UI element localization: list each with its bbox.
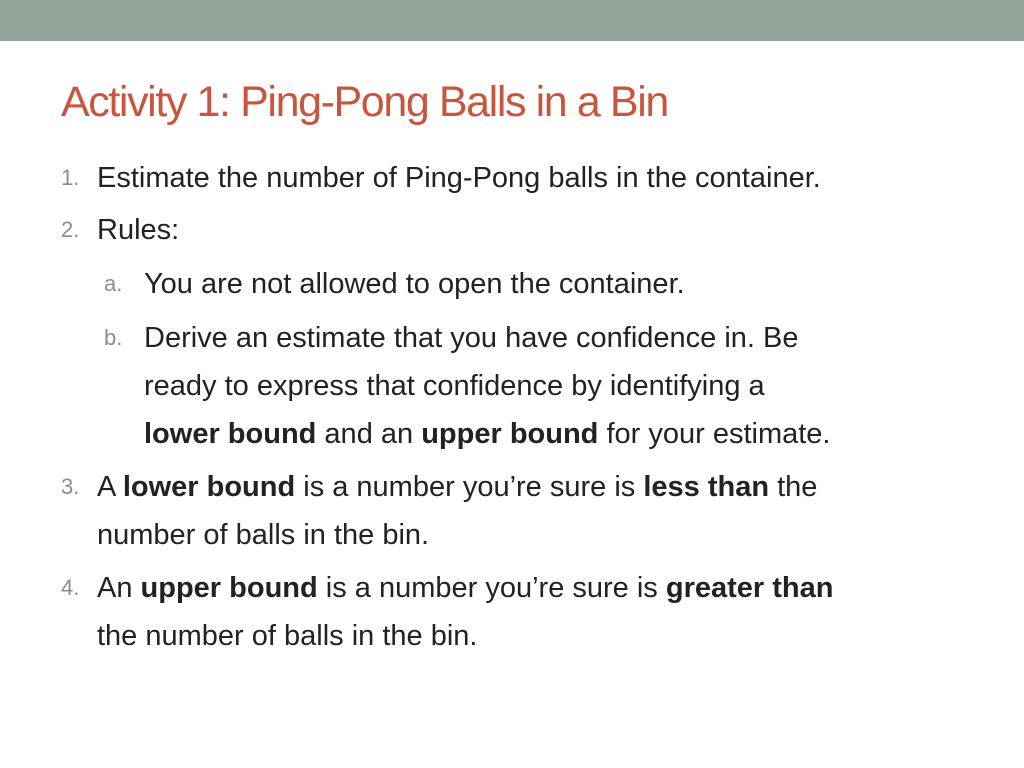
list-item-4 bbox=[61, 564, 1001, 660]
list-marker-1: 1. bbox=[61, 165, 80, 190]
term-less-than: less than bbox=[643, 471, 770, 503]
sub-item-b-line-2: ready to express that confidence by identifying a bbox=[144, 370, 765, 402]
list-item-2 bbox=[61, 206, 1001, 254]
list-marker-3: 3. bbox=[61, 474, 80, 499]
list-item-3-line-1 bbox=[97, 463, 817, 511]
term-lower-bound: lower bound bbox=[144, 418, 317, 450]
term-upper-bound: upper bound bbox=[140, 572, 318, 604]
list-item-1-text: Estimate the number of Ping-Pong balls in the container. bbox=[97, 162, 821, 194]
text-segment: is a number you’re sure is bbox=[295, 471, 644, 503]
sub-item-a bbox=[104, 260, 1004, 308]
term-lower-bound: lower bound bbox=[122, 471, 296, 503]
list-item-4-line-2: the number of balls in the bin. bbox=[97, 620, 478, 652]
list-marker-2: 2. bbox=[61, 217, 80, 242]
text-segment: An bbox=[97, 572, 141, 604]
list-item-4-line-1 bbox=[97, 564, 833, 612]
sub-item-b bbox=[104, 314, 1004, 458]
sub-item-b-line-1: Derive an estimate that you have confidence in. Be bbox=[144, 322, 799, 354]
term-upper-bound: upper bound bbox=[421, 418, 599, 450]
sub-item-a-text: You are not allowed to open the container. bbox=[144, 268, 685, 300]
slide-title: Activity 1: Ping-Pong Balls in a Bin bbox=[61, 78, 668, 126]
list-item-3-line-2: number of balls in the bin. bbox=[97, 519, 430, 551]
term-greater-than: greater than bbox=[665, 572, 834, 604]
list-marker-a: a. bbox=[104, 271, 123, 296]
text-segment: A bbox=[97, 471, 123, 503]
list-item-2-text: Rules: bbox=[97, 214, 180, 246]
text-segment: and an bbox=[316, 418, 422, 450]
text-segment: the bbox=[769, 471, 818, 503]
text-segment: for your estimate. bbox=[598, 418, 831, 450]
list-item-3 bbox=[61, 463, 1001, 559]
sub-item-b-line-3 bbox=[144, 410, 830, 458]
list-marker-4: 4. bbox=[61, 575, 80, 600]
list-item-1 bbox=[61, 154, 1001, 202]
text-segment: is a number you’re sure is bbox=[317, 572, 666, 604]
list-marker-b: b. bbox=[104, 325, 123, 350]
